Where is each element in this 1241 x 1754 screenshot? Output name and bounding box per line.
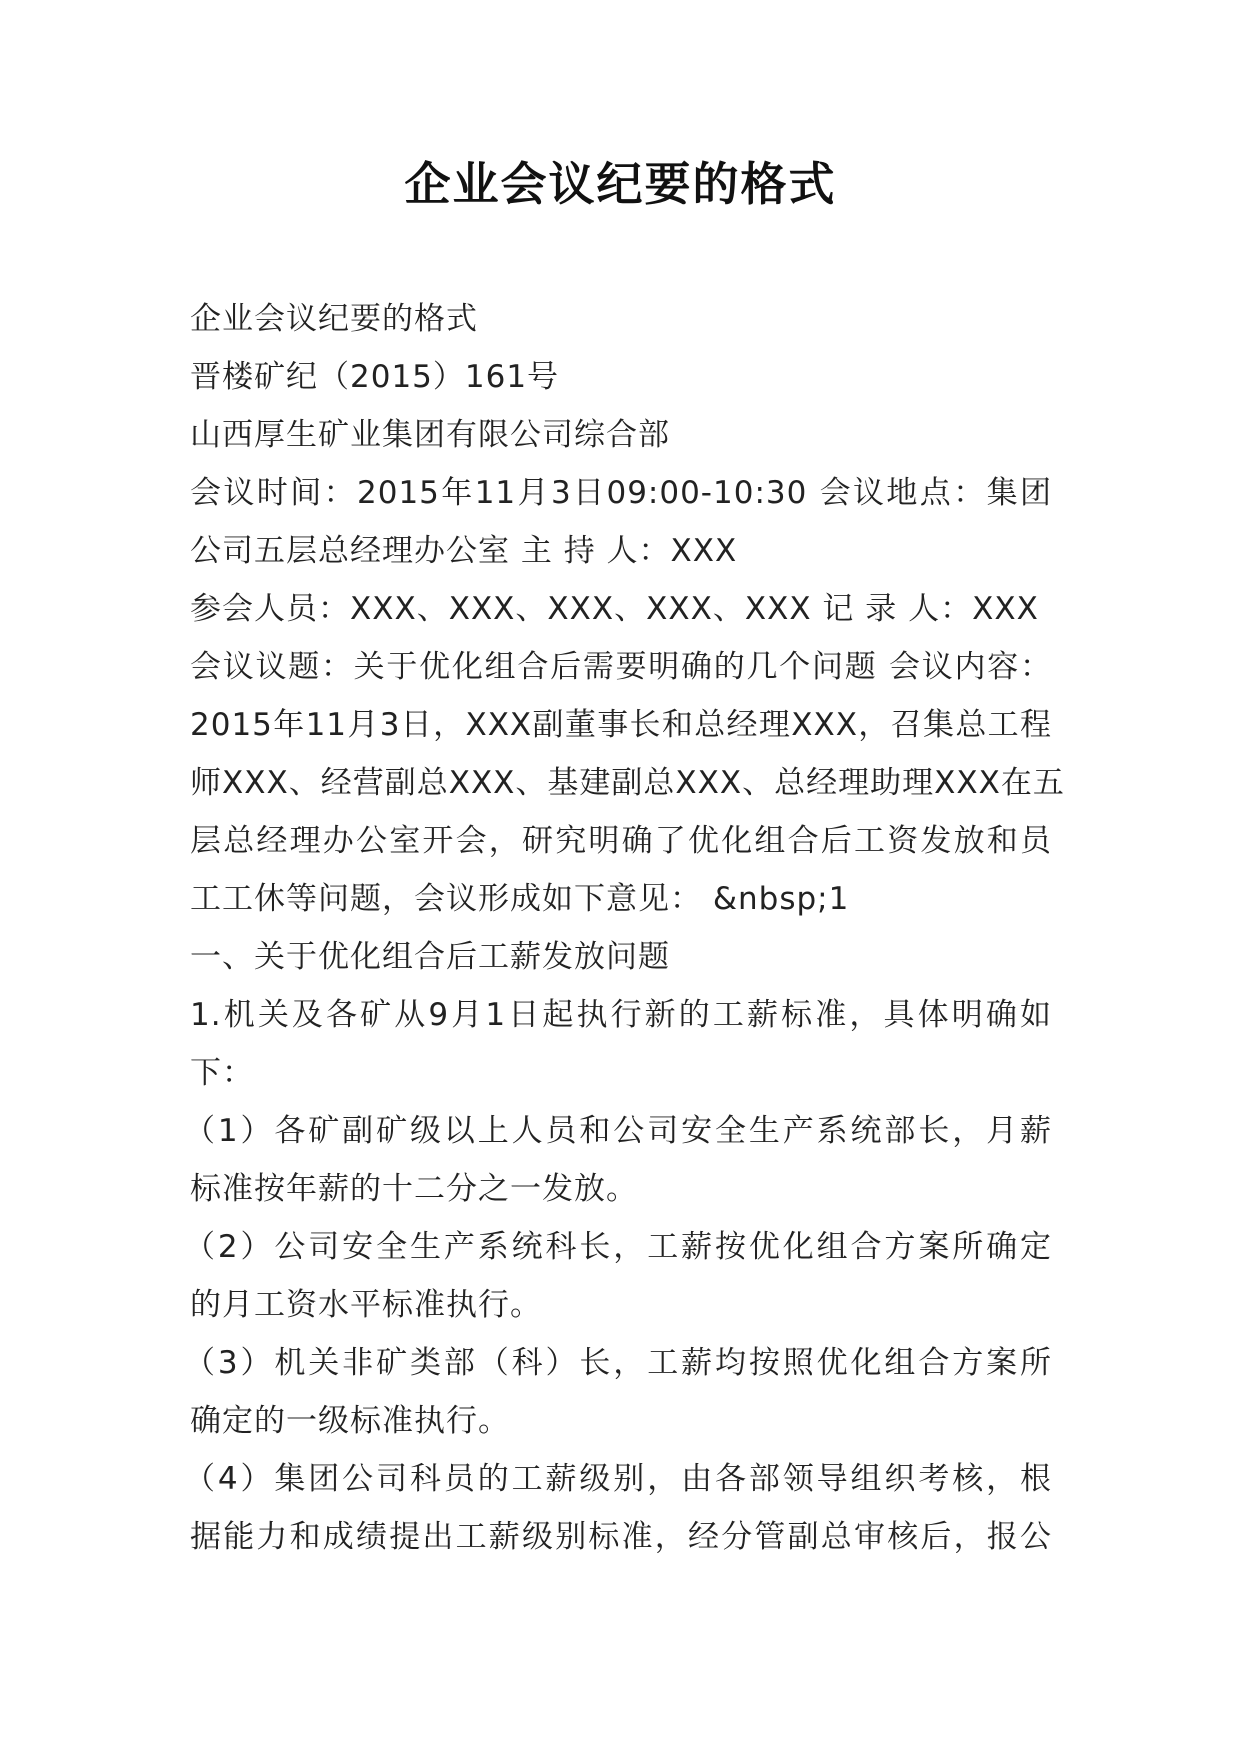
body-line: 晋楼矿纪（2015）161号: [190, 359, 560, 395]
body-line: 下：: [190, 1055, 254, 1091]
body-line: 师XXX、经营副总XXX、基建副总XXX、总经理助理XXX在五: [190, 765, 1065, 801]
body-line: 1.机关及各矿从9月1日起执行新的工薪标准，具体明确如: [190, 997, 1052, 1033]
body-line: 会议议题：关于优化组合后需要明确的几个问题 会议内容：: [190, 649, 1052, 685]
body-line: 工工休等问题，会议形成如下意见： &nbsp;1: [190, 881, 850, 917]
body-line: 会议时间：2015年11月3日09:00-10:30 会议地点：集团: [190, 475, 1052, 511]
body-line: 参会人员：XXX、XXX、XXX、XXX、XXX 记 录 人：XXX: [190, 591, 1039, 627]
body-line: 企业会议纪要的格式: [190, 301, 478, 337]
body-line: 标准按年薪的十二分之一发放。: [190, 1171, 638, 1207]
body-line: 山西厚生矿业集团有限公司综合部: [190, 417, 670, 453]
document-body: [184, 290, 1065, 1566]
body-line: 公司五层总经理办公室 主 持 人：XXX: [190, 533, 738, 569]
body-line: 确定的一级标准执行。: [190, 1403, 510, 1439]
document-title: 企业会议纪要的格式: [404, 157, 837, 211]
body-line: 的月工资水平标准执行。: [190, 1287, 542, 1323]
body-line: 一、关于优化组合后工薪发放问题: [190, 939, 670, 975]
body-line: （4）集团公司科员的工薪级别，由各部领导组织考核，根: [184, 1461, 1052, 1497]
body-line: 层总经理办公室开会，研究明确了优化组合后工资发放和员: [190, 823, 1052, 859]
body-line: （1）各矿副矿级以上人员和公司安全生产系统部长，月薪: [184, 1113, 1052, 1149]
body-line: （2）公司安全生产系统科长，工薪按优化组合方案所确定: [184, 1229, 1052, 1265]
body-line: 2015年11月3日，XXX副董事长和总经理XXX，召集总工程: [190, 707, 1052, 743]
body-line: （3）机关非矿类部（科）长，工薪均按照优化组合方案所: [184, 1345, 1052, 1381]
body-line: 据能力和成绩提出工薪级别标准，经分管副总审核后，报公: [190, 1519, 1052, 1555]
